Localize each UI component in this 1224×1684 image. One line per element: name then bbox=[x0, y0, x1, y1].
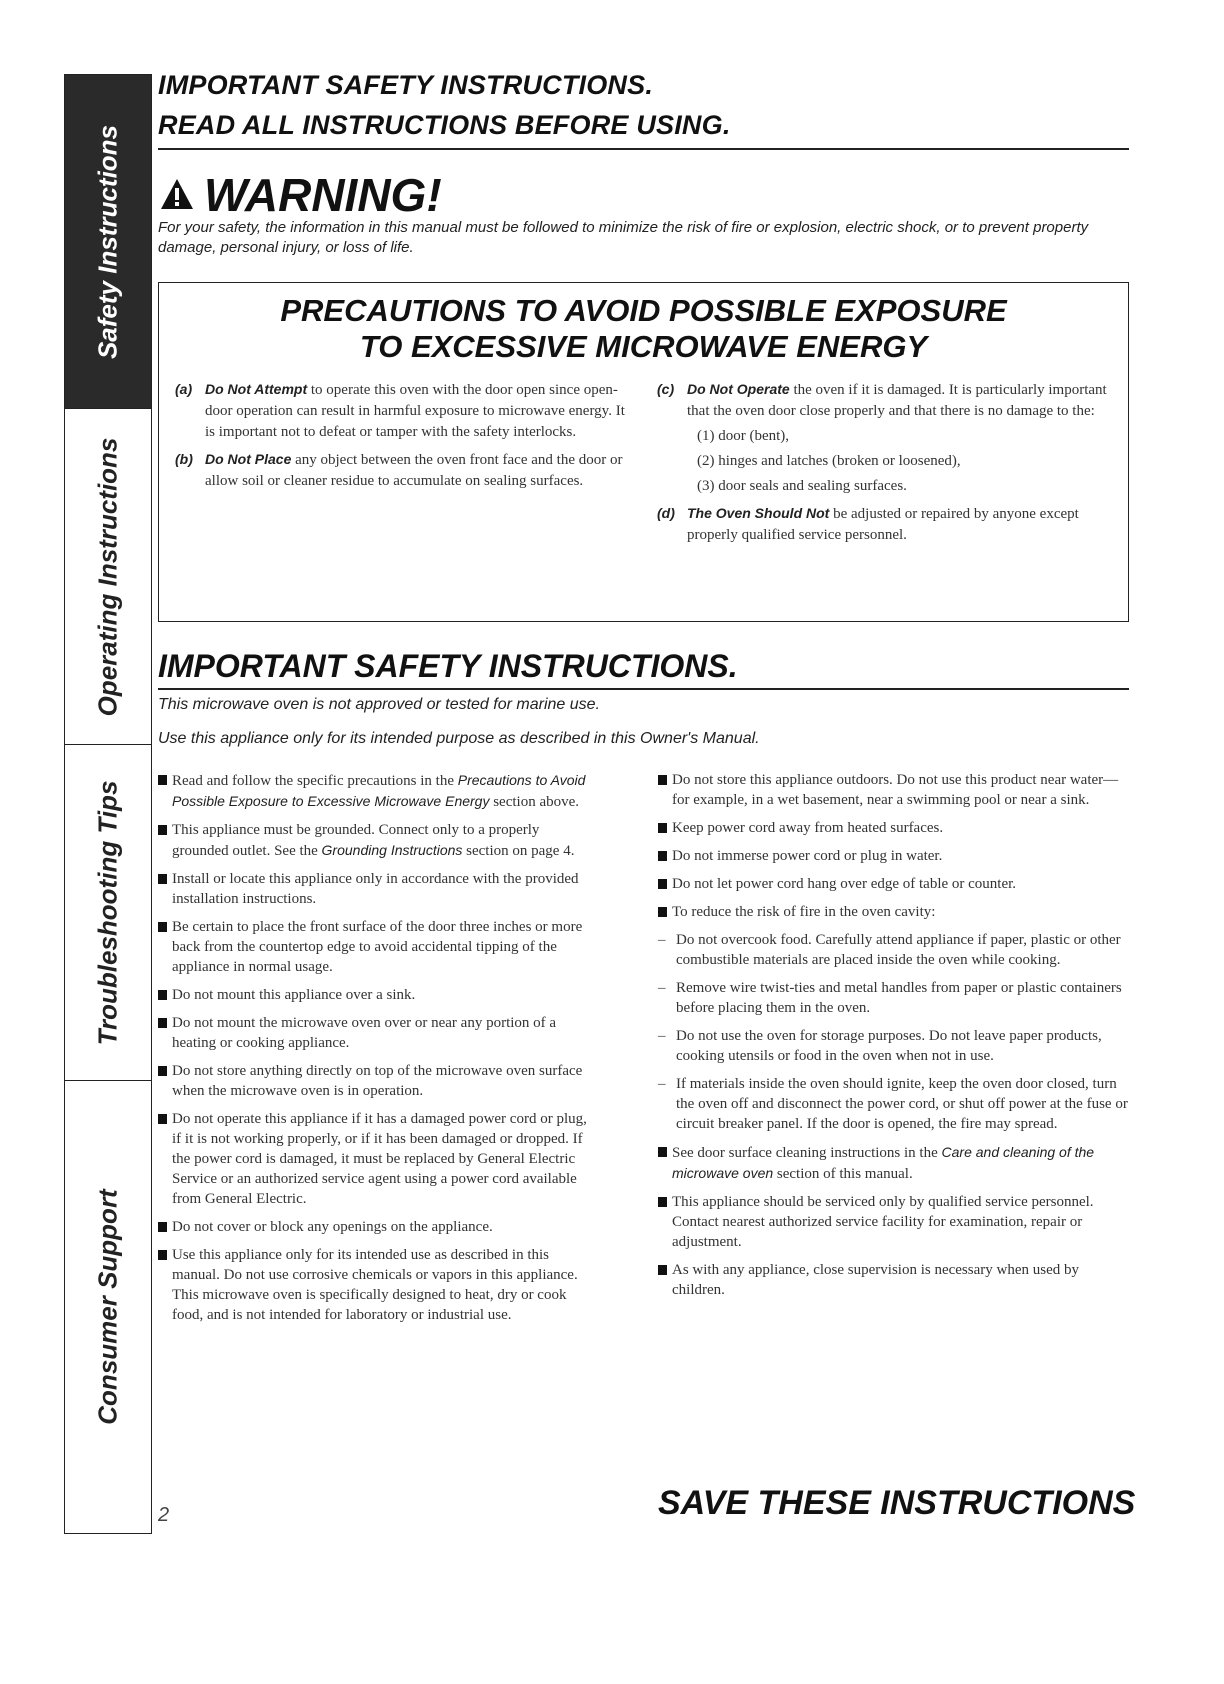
precaution-lead: The Oven Should Not bbox=[687, 505, 830, 521]
list-item: This appliance should be serviced only by qualified service personnel. Contact nearest authorized service facility for examination, repair or adjustment. bbox=[658, 1192, 1128, 1252]
sidebar-item-safety-instructions[interactable] bbox=[65, 75, 151, 409]
list-item bbox=[658, 1142, 1128, 1184]
important-title: IMPORTANT SAFETY INSTRUCTIONS. bbox=[158, 648, 738, 684]
list-item: Do not operate this appliance if it has a damaged power cord or plug, if it is not working properly, or if it has been damaged or dropped. If the power cord is damaged, it must be replaced by General Electric Service or an authorized service agent using a power cord available from General Electric. bbox=[158, 1109, 598, 1209]
precaution-mark: (b) bbox=[175, 451, 193, 467]
list-item-text: Read and follow the specific precautions in the bbox=[172, 773, 454, 789]
list-item: Do not immerse power cord or plug in water. bbox=[658, 846, 1128, 866]
precaution-lead: Do Not Place bbox=[205, 451, 292, 467]
page-number: 2 bbox=[158, 1504, 170, 1526]
precaution-sublist bbox=[687, 426, 1107, 497]
sidebar-nav bbox=[64, 74, 152, 1534]
precaution-mark: (c) bbox=[657, 381, 675, 397]
intro-intended-use: Use this appliance only for its intended purpose as described in this Owner's Manual. bbox=[158, 730, 760, 747]
list-item-text: section on page 4. bbox=[466, 843, 575, 859]
precaution-mark: (a) bbox=[175, 381, 193, 397]
warning-text: For your safety, the information in this manual must be followed to minimize the risk of fire or explosion, electric shock, or to prevent property damage, personal injury, or loss of life. bbox=[158, 219, 1089, 256]
precaution-text: be adjusted or repaired by anyone except properly qualified service personnel. bbox=[687, 506, 1079, 543]
sidebar-item-label: Troubleshooting Tips bbox=[92, 780, 123, 1045]
list-item bbox=[158, 770, 598, 812]
save-instructions-heading: SAVE THESE INSTRUCTIONS bbox=[658, 1484, 1136, 1522]
list-item: As with any appliance, close supervision is necessary when used by children. bbox=[658, 1260, 1128, 1300]
list-item bbox=[158, 820, 598, 861]
precaution-text: to operate this oven with the door open since open-door operation can result in harmful exposure to microwave energy. It is important not to defeat or tamper with the safety interlocks. bbox=[205, 382, 625, 440]
header-line-1: IMPORTANT SAFETY INSTRUCTIONS. bbox=[158, 70, 654, 100]
sidebar-item-consumer-support[interactable] bbox=[65, 1081, 151, 1533]
list-item-text: section above. bbox=[493, 794, 580, 810]
precautions-right-column bbox=[657, 379, 1107, 552]
precautions-title-line-1: PRECAUTIONS TO AVOID POSSIBLE EXPOSURE bbox=[280, 293, 1007, 328]
list-item-text: See door surface cleaning instructions in the bbox=[672, 1145, 938, 1161]
list-item: (2) hinges and latches (broken or loosened), bbox=[697, 453, 961, 469]
left-instruction-list bbox=[158, 770, 598, 1333]
warning-title: WARNING! bbox=[204, 169, 442, 221]
precautions-box bbox=[158, 282, 1129, 622]
precautions-left-column bbox=[175, 379, 625, 498]
header-line-2: READ ALL INSTRUCTIONS BEFORE USING. bbox=[158, 110, 731, 140]
list-item: To reduce the risk of fire in the oven cavity: bbox=[658, 902, 1128, 922]
list-item: Use this appliance only for its intended use as described in this manual. Do not use corrosive chemicals or vapors in this appliance. This microwave oven is specifically designed to heat, dry or cook food, and is not intended for laboratory or industrial use. bbox=[158, 1245, 598, 1325]
precaution-b bbox=[175, 449, 625, 492]
precaution-lead: Do Not Operate bbox=[687, 381, 790, 397]
sidebar-item-label: Operating Instructions bbox=[92, 437, 123, 716]
precaution-a bbox=[175, 379, 625, 443]
right-instruction-list bbox=[658, 770, 1128, 1308]
sidebar-item-operating-instructions[interactable] bbox=[65, 409, 151, 745]
list-item: Do not store this appliance outdoors. Do not use this product near water—for example, in a wet basement, near a swimming pool or near a sink. bbox=[658, 770, 1128, 810]
sidebar-item-label: Consumer Support bbox=[92, 1189, 123, 1425]
list-item-reference: Care and cleaning of the microwave oven bbox=[672, 1144, 1095, 1181]
list-subitem: – Do not overcook food. Carefully attend appliance if paper, plastic or other combustible materials are placed inside the oven while cooking. bbox=[658, 930, 1128, 970]
list-item: Do not cover or block any openings on the appliance. bbox=[158, 1217, 598, 1237]
list-item-text: section of this manual. bbox=[776, 1166, 913, 1182]
list-item-text: This appliance must be grounded. Connect only to a properly grounded outlet. See the bbox=[172, 822, 540, 859]
list-item: Do not store anything directly on top of the microwave oven surface when the microwave oven is in operation. bbox=[158, 1061, 598, 1101]
list-item-reference: Grounding Instructions bbox=[321, 842, 463, 858]
list-subitem: – Remove wire twist-ties and metal handles from paper or plastic containers before placing them in the oven. bbox=[658, 978, 1128, 1018]
precaution-d bbox=[657, 503, 1107, 546]
list-item: (3) door seals and sealing surfaces. bbox=[697, 478, 907, 494]
precautions-title-line-2: TO EXCESSIVE MICROWAVE ENERGY bbox=[359, 329, 928, 364]
header-rule bbox=[158, 148, 1129, 150]
list-subitem: – If materials inside the oven should ignite, keep the oven door closed, turn the oven off and disconnect the power cord, or shut off power at the fuse or circuit breaker panel. If the door is opened, the fire may spread. bbox=[658, 1074, 1128, 1134]
important-rule bbox=[158, 688, 1129, 690]
list-item: Keep power cord away from heated surfaces. bbox=[658, 818, 1128, 838]
sidebar-item-label: Safety Instructions bbox=[92, 124, 123, 359]
list-item: Do not mount the microwave oven over or near any portion of a heating or cooking appliance. bbox=[158, 1013, 598, 1053]
list-item: Be certain to place the front surface of the door three inches or more back from the countertop edge to avoid accidental tipping of the appliance in normal usage. bbox=[158, 917, 598, 977]
intro-marine: This microwave oven is not approved or tested for marine use. bbox=[158, 696, 600, 713]
precaution-lead: Do Not Attempt bbox=[205, 381, 308, 397]
list-item: Install or locate this appliance only in accordance with the provided installation instructions. bbox=[158, 869, 598, 909]
list-item-reference: Precautions to Avoid Possible Exposure to Excessive Microwave Energy bbox=[172, 772, 586, 809]
list-item: Do not mount this appliance over a sink. bbox=[158, 985, 598, 1005]
precaution-mark: (d) bbox=[657, 505, 675, 521]
sidebar-item-troubleshooting-tips[interactable] bbox=[65, 745, 151, 1081]
list-item: Do not let power cord hang over edge of table or counter. bbox=[658, 874, 1128, 894]
precaution-c bbox=[657, 379, 1107, 497]
precaution-text: any object between the oven front face and the door or allow soil or cleaner residue to accumulate on sealing surfaces. bbox=[205, 452, 623, 489]
precaution-text: the oven if it is damaged. It is particularly important that the oven door close properly and that there is no damage to the: bbox=[687, 382, 1107, 419]
list-item: (1) door (bent), bbox=[697, 428, 790, 444]
list-subitem: – Do not use the oven for storage purposes. Do not leave paper products, cooking utensils or food in the oven when not in use. bbox=[658, 1026, 1128, 1066]
